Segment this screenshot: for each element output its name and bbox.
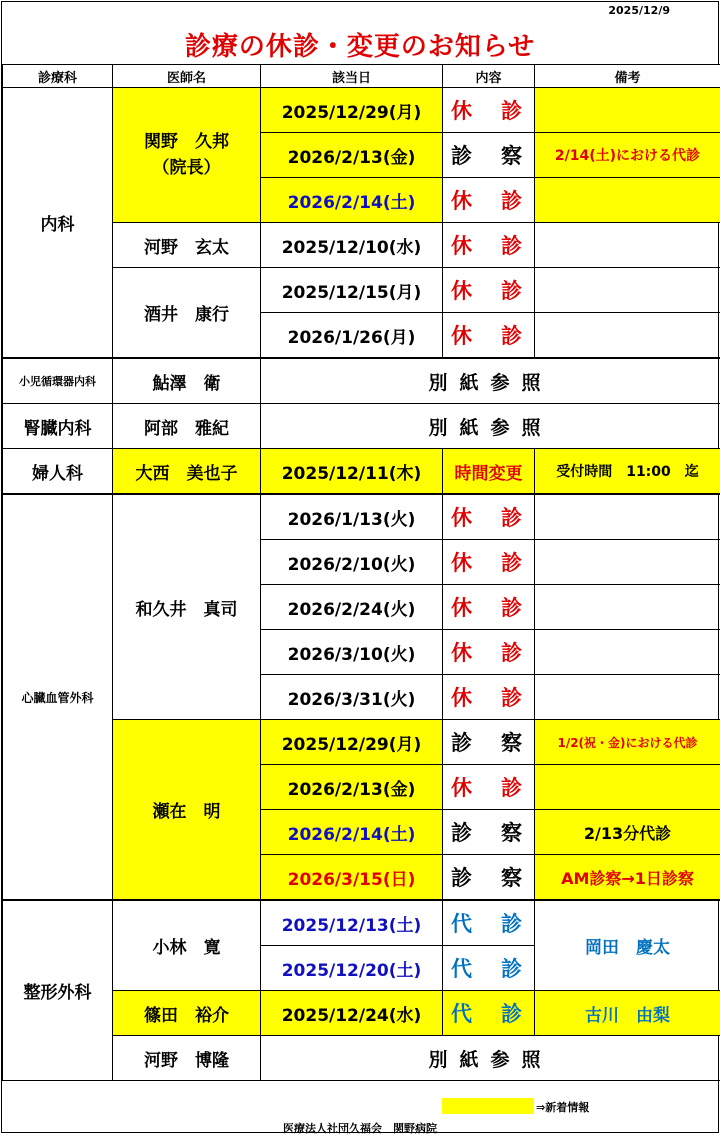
note-cell: [535, 223, 720, 268]
doctor-cell: 河野 玄太: [113, 223, 261, 268]
dept-cell: 小児循環器内科: [3, 358, 113, 404]
page-title: 診療の休診・変更のお知らせ: [2, 26, 718, 63]
header-content: 内容: [443, 65, 535, 88]
content-cell: 休 診: [443, 494, 535, 540]
content-cell: 診 察: [443, 720, 535, 765]
doctor-cell: 瀬在 明: [113, 720, 261, 901]
doctor-cell: 大西 美也子: [113, 449, 261, 495]
doctor-cell: 酒井 康行: [113, 268, 261, 359]
date-cell: 2026/1/13(火): [261, 494, 443, 540]
header-date: 該当日: [261, 65, 443, 88]
legend-swatch: [442, 1098, 534, 1114]
header-note: 備考: [535, 65, 720, 88]
table-row: [3, 900, 720, 946]
note-cell: AM診察→1日診察: [535, 855, 720, 901]
doctor-cell: 篠田 裕介: [113, 991, 261, 1036]
doctor-cell: 鮎澤 衛: [113, 358, 261, 404]
header-row: [3, 65, 720, 88]
content-cell: 診 察: [443, 810, 535, 855]
date-cell: 2026/2/13(金): [261, 133, 443, 178]
content-cell: 時間変更: [443, 449, 535, 495]
date-cell: 2025/12/13(土): [261, 900, 443, 946]
date-cell: 2025/12/15(月): [261, 268, 443, 313]
issue-date: 2025/12/9: [608, 4, 670, 17]
header-doctor: 医師名: [113, 65, 261, 88]
note-cell: [535, 585, 720, 630]
date-cell: 2026/3/10(火): [261, 630, 443, 675]
note-cell: 1/2(祝・金)における代診: [535, 720, 720, 765]
content-cell: 休 診: [443, 223, 535, 268]
date-cell: 2026/2/10(火): [261, 540, 443, 585]
doctor-cell: 和久井 真司: [113, 494, 261, 720]
note-cell: [535, 313, 720, 359]
note-cell: 受付時間 11:00 迄: [535, 449, 720, 495]
note-cell: [535, 494, 720, 540]
note-cell: [535, 88, 720, 133]
date-cell: 2025/12/29(月): [261, 720, 443, 765]
content-cell: 休 診: [443, 765, 535, 810]
header-dept: 診療科: [3, 65, 113, 88]
date-cell: 2026/2/14(土): [261, 810, 443, 855]
date-cell: 2025/12/11(木): [261, 449, 443, 495]
notice-sheet: [1, 1, 719, 1133]
content-cell: 休 診: [443, 630, 535, 675]
date-cell: 2026/2/24(火): [261, 585, 443, 630]
content-cell: 代 診: [443, 946, 535, 991]
table-row: [3, 494, 720, 540]
note-cell: [535, 765, 720, 810]
merged-cell: 別紙参照: [261, 358, 720, 404]
date-cell: 2025/12/10(水): [261, 223, 443, 268]
date-cell: 2026/2/14(土): [261, 178, 443, 223]
table-row: [3, 358, 720, 404]
date-cell: 2026/3/31(火): [261, 675, 443, 720]
dept-cell: 整形外科: [3, 900, 113, 1081]
content-cell: 代 診: [443, 900, 535, 946]
content-cell: 休 診: [443, 268, 535, 313]
doctor-cell: 阿部 雅紀: [113, 404, 261, 449]
note-cell: 岡田 慶太: [535, 900, 720, 991]
content-cell: 休 診: [443, 585, 535, 630]
legend-text: ⇒新着情報: [536, 1099, 589, 1115]
date-cell: 2026/2/13(金): [261, 765, 443, 810]
date-cell: 2026/3/15(日): [261, 855, 443, 901]
content-cell: 休 診: [443, 313, 535, 359]
note-cell: 2/14(土)における代診: [535, 133, 720, 178]
content-cell: 診 察: [443, 133, 535, 178]
merged-cell: 別紙参照: [261, 404, 720, 449]
date-cell: 2026/1/26(月): [261, 313, 443, 359]
dept-cell: 心臓血管外科: [3, 494, 113, 900]
merged-cell: 別紙参照: [261, 1036, 720, 1081]
content-cell: 休 診: [443, 675, 535, 720]
date-cell: 2025/12/20(土): [261, 946, 443, 991]
note-cell: [535, 540, 720, 585]
dept-cell: 内科: [3, 88, 113, 359]
note-cell: [535, 178, 720, 223]
doctor-cell: 関野 久邦 （院長）: [113, 88, 261, 223]
table-row: [3, 88, 720, 133]
table-row: [3, 449, 720, 495]
note-cell: [535, 630, 720, 675]
note-cell: [535, 268, 720, 313]
date-cell: 2025/12/29(月): [261, 88, 443, 133]
content-cell: 休 診: [443, 88, 535, 133]
table-row: [3, 404, 720, 449]
content-cell: 診 察: [443, 855, 535, 901]
dept-cell: 婦人科: [3, 449, 113, 495]
schedule-table: [2, 64, 720, 1081]
footer-organization: 医療法人社団久福会 関野病院: [2, 1120, 718, 1136]
note-cell: 2/13分代診: [535, 810, 720, 855]
dept-cell: 腎臓内科: [3, 404, 113, 449]
content-cell: 代 診: [443, 991, 535, 1036]
doctor-cell: 河野 博隆: [113, 1036, 261, 1081]
content-cell: 休 診: [443, 540, 535, 585]
content-cell: 休 診: [443, 178, 535, 223]
note-cell: [535, 675, 720, 720]
doctor-cell: 小林 寛: [113, 900, 261, 991]
note-cell: 古川 由梨: [535, 991, 720, 1036]
date-cell: 2025/12/24(水): [261, 991, 443, 1036]
